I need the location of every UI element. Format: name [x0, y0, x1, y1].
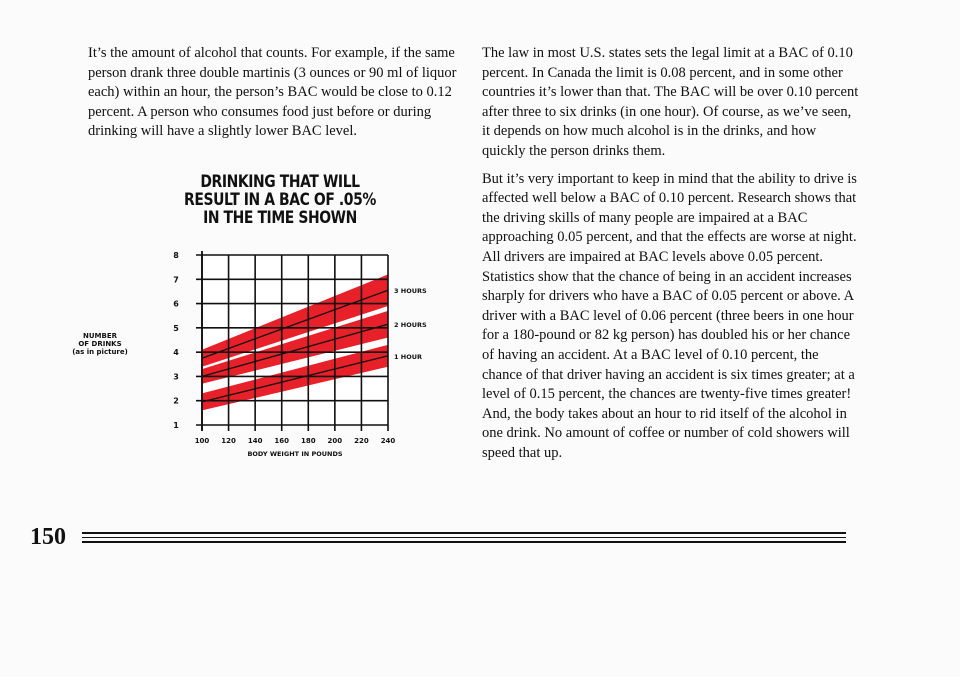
y-tick-label: 5	[173, 323, 179, 333]
left-paragraph-1: It’s the amount of alcohol that counts. For example, if the same person drank three double martinis (3 ounces or 90 ml of liquor each) within an hour, the person’s BAC would be close to 0.12 percent. A person who consumes food just before or during drinking will have a slightly lower BAC level.	[88, 45, 457, 140]
x-tick-label: 140	[247, 437, 263, 445]
x-tick-label: 120	[221, 437, 236, 445]
left-column	[88, 44, 466, 150]
y-tick-label: 6	[173, 299, 179, 309]
y-tick-label: 7	[173, 275, 179, 285]
y-axis-label: OF DRINKS	[78, 340, 122, 348]
chart-title-line-1: DRINKING THAT WILL	[200, 172, 360, 192]
series-label: 2 HOURS	[394, 321, 427, 330]
footer-rule	[82, 541, 846, 543]
right-paragraph-2: But it’s very important to keep in mind that the ability to drive is affected well below a BAC of 0.10 percent. Research shows that the driving skills of many people are impaired at a BAC approaching 0.05 percent, and that the effects are worse at night. All drivers are impaired at BAC levels above 0.05 percent. Statistics show that the chance of being in an accident increases sharply for drivers who have a BAC of 0.05 percent or above. A driver with a BAC level of 0.06 percent (three beers in one hour for a 180-pound or 82 kg person) has doubled his or her chance of having an accident. At a BAC level of 0.10 percent, the chance of that driver having an accident is six times greater; at a level of 0.15 percent, the chances are twenty-five times greater! And, the body takes about an hour to rid itself of the alcohol in one drink. No amount of coffee or number of cold showers will speed that up.	[482, 170, 857, 461]
series-label: 3 HOURS	[394, 287, 427, 296]
bac-chart	[72, 240, 438, 480]
x-axis-label: BODY WEIGHT IN POUNDS	[247, 450, 343, 458]
right-column	[482, 44, 860, 471]
y-axis-label: NUMBER	[82, 332, 118, 340]
y-tick-label: 1	[173, 421, 179, 430]
y-tick-label: 2	[173, 396, 179, 406]
x-tick-label: 240	[380, 437, 396, 445]
right-paragraph-1: The law in most U.S. states sets the legal limit at a BAC of 0.10 percent. In Canada the limit is 0.08 percent, and in some other countries it’s lower than that. The BAC will be over 0.10 percent after three to six drinks (in one hour). Of course, as we’ve seen, it depends on how much alcohol is in the drinks, and how quickly the person drinks them.	[482, 45, 859, 159]
chart-title-line-3: IN THE TIME SHOWN	[203, 208, 357, 228]
chart-title	[173, 173, 386, 227]
x-tick-label: 220	[354, 437, 369, 445]
x-tick-label: 200	[327, 437, 343, 445]
footer-rule	[82, 532, 846, 534]
y-tick-label: 3	[173, 372, 179, 382]
y-tick-label: 8	[173, 251, 179, 260]
page-number: 150	[30, 524, 66, 550]
x-tick-label: 100	[194, 437, 210, 445]
footer-rule	[82, 537, 846, 538]
x-tick-label: 160	[274, 437, 290, 445]
series-label: 1 HOUR	[394, 352, 423, 361]
y-tick-label: 4	[173, 348, 179, 358]
y-axis-label: (as in picture)	[72, 348, 128, 356]
x-tick-label: 180	[300, 437, 316, 445]
chart-title-line-2: RESULT IN A BAC OF .05%	[184, 190, 376, 210]
